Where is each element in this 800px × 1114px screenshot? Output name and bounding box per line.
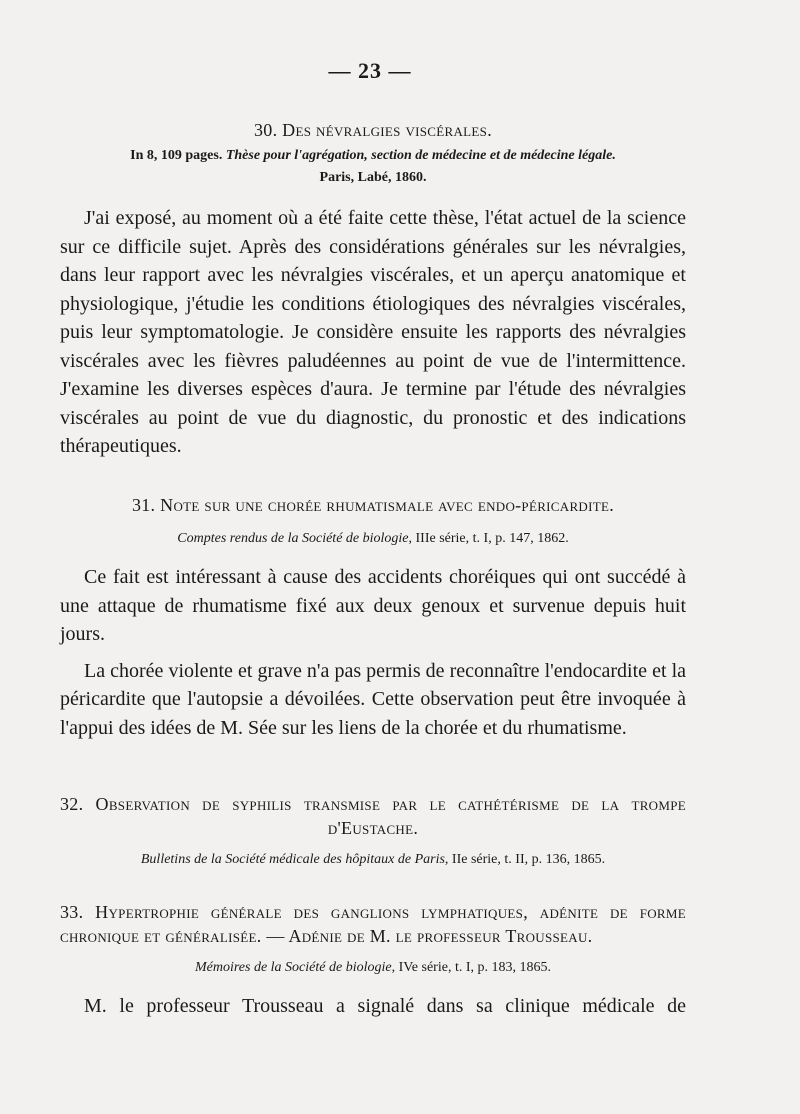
section-30-citation-publisher: Paris, Labé, 1860. — [319, 170, 427, 185]
section-31-citation-journal: Comptes rendus de la Société de biologie — [177, 531, 409, 546]
section-33-citation-details: , IVe série, t. I, p. 183, 1865. — [391, 960, 551, 975]
section-31-citation-details: , IIIe série, t. I, p. 147, 1862. — [408, 531, 569, 546]
section-30-citation — [60, 146, 686, 166]
section-33-paragraph: M. le professeur Trousseau a signalé dans sa clinique médicale de — [84, 995, 686, 1017]
section-30-citation-title: Thèse pour l'agrégation, section de médecine et de médecine légale. — [225, 148, 616, 163]
section-31-paragraph-2: La chorée violente et grave n'a pas permis de reconnaître l'endocardite et la péricardite que l'autopsie a dévoilées. Cette observation peut être invoquée à l'appui des idées de M. Sée sur les liens de la chorée et du rhumatisme. — [60, 659, 686, 739]
section-31-heading: 31. Note sur une chorée rhumatismale avec endo-péricardite. — [131, 495, 615, 515]
section-32-heading: 32. Observation de syphilis transmise par le cathétérisme de la trompe d'Eustache. — [60, 794, 686, 838]
section-30-paragraph: J'ai exposé, au moment où a été faite cette thèse, l'état actuel de la science sur ce difficile sujet. Après des considérations générales sur les névralgies, dans leur rapport avec les névralgies viscérales, et un aperçu anatomique et physiologique, j'étudie les conditions étiologiques des névralgies viscérales, puis leur symptomatologie. Je considère ensuite les rapports des névralgies viscérales avec les fièvres paludéennes au point de vue de l'intermittence. J'examine les diverses espèces d'aura. Je termine par l'étude des névralgies viscérales au point de vue du diagnostic, du pronostic et des indications thérapeutiques. — [60, 207, 686, 457]
section-33 — [60, 900, 686, 1021]
section-32-citation — [60, 850, 686, 870]
section-32 — [60, 792, 686, 870]
section-32-citation-journal: Bulletins de la Société médicale des hôpitaux de Paris — [140, 852, 445, 867]
section-31 — [60, 493, 686, 742]
section-33-citation-journal: Mémoires de la Société de biologie — [194, 960, 392, 975]
section-30 — [60, 118, 686, 461]
section-33-citation — [60, 958, 686, 978]
page-number: — 23 — — [328, 58, 412, 83]
section-30-heading: 30. Des névralgies viscérales. — [253, 120, 492, 140]
section-30-citation-format: In 8, 109 pages. — [130, 148, 226, 163]
section-33-heading: 33. Hypertrophie générale des ganglions lymphatiques, adénite de forme chronique et généralisée. — Adénie de M. le professeur Trousseau. — [60, 902, 686, 946]
section-31-paragraph-1: Ce fait est intéressant à cause des accidents choréiques qui ont succédé à une attaque de rhumatisme fixé aux deux genoux et survenue depuis huit jours. — [60, 566, 686, 645]
section-31-citation — [60, 529, 686, 549]
section-32-citation-details: , IIe série, t. II, p. 136, 1865. — [444, 852, 606, 867]
